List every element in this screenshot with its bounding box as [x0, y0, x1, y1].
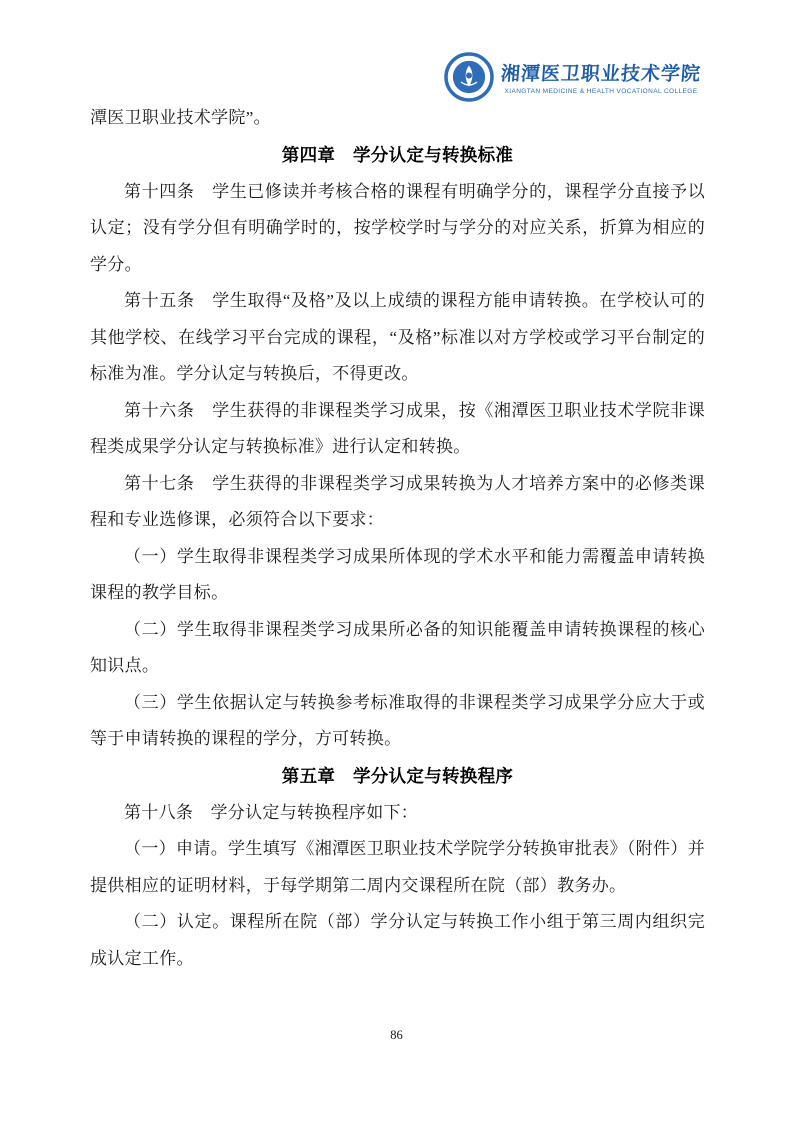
chapter-5-heading: 第五章 学分认定与转换程序	[281, 765, 514, 786]
article-17: 第十七条 学生获得的非课程类学习成果转换为人才培养方案中的必修类课程和专业选修课，必须符合以下要求：	[90, 473, 705, 529]
chapter-4-heading: 第四章 学分认定与转换标准	[281, 144, 514, 165]
article-16: 第十六条 学生获得的非课程类学习成果，按《湘潭医卫职业技术学院非课程类成果学分认定与转换标准》进行认定和转换。	[90, 400, 705, 456]
page-header	[444, 52, 701, 106]
college-name-en: XIANGTAN MEDICINE & HEALTH VOCATIONAL COLLEGE	[504, 88, 698, 95]
college-name-zh: 湘潭医卫职业技术学院	[500, 64, 702, 85]
article-18: 第十八条 学分认定与转换程序如下：	[124, 802, 419, 822]
article-15: 第十五条 学生取得“及格”及以上成绩的课程方能申请转换。在学校认可的其他学校、在线学习平台完成的课程，“及格”标准以对方学校或学习平台制定的标准为准。学分认定与转换后，不得更改。	[90, 291, 705, 383]
paragraph-continuation: 潭医卫职业技术学院”。	[90, 108, 271, 127]
article-18-item-2: （二）认定。课程所在院（部）学分认定与转换工作小组于第三周内组织完成认定工作。	[90, 912, 705, 968]
article-17-item-3: （三）学生依据认定与转换参考标准取得的非课程类学习成果学分应大于或等于申请转换的课程的学分，方可转换。	[90, 692, 705, 748]
article-18-item-1: （一）申请。学生填写《湘潭医卫职业技术学院学分转换审批表》（附件）并提供相应的证明材料，于每学期第二周内交课程所在院（部）教务办。	[90, 839, 705, 895]
college-logo	[444, 52, 701, 102]
page-footer	[0, 1026, 793, 1044]
college-logo-text	[501, 59, 701, 95]
article-14: 第十四条 学生已修读并考核合格的课程有明确学分的，课程学分直接予以认定；没有学分但有明确学时的，按学校学时与学分的对应关系，折算为相应的学分。	[90, 181, 705, 274]
college-emblem-icon	[444, 52, 494, 102]
document-body	[90, 100, 705, 977]
page-number: 86	[390, 1028, 403, 1042]
article-17-item-2: （二）学生取得非课程类学习成果所必备的知识能覆盖申请转换课程的核心知识点。	[90, 619, 705, 675]
article-17-item-1: （一）学生取得非课程类学习成果所体现的学术水平和能力需覆盖申请转换课程的教学目标。	[90, 546, 705, 602]
